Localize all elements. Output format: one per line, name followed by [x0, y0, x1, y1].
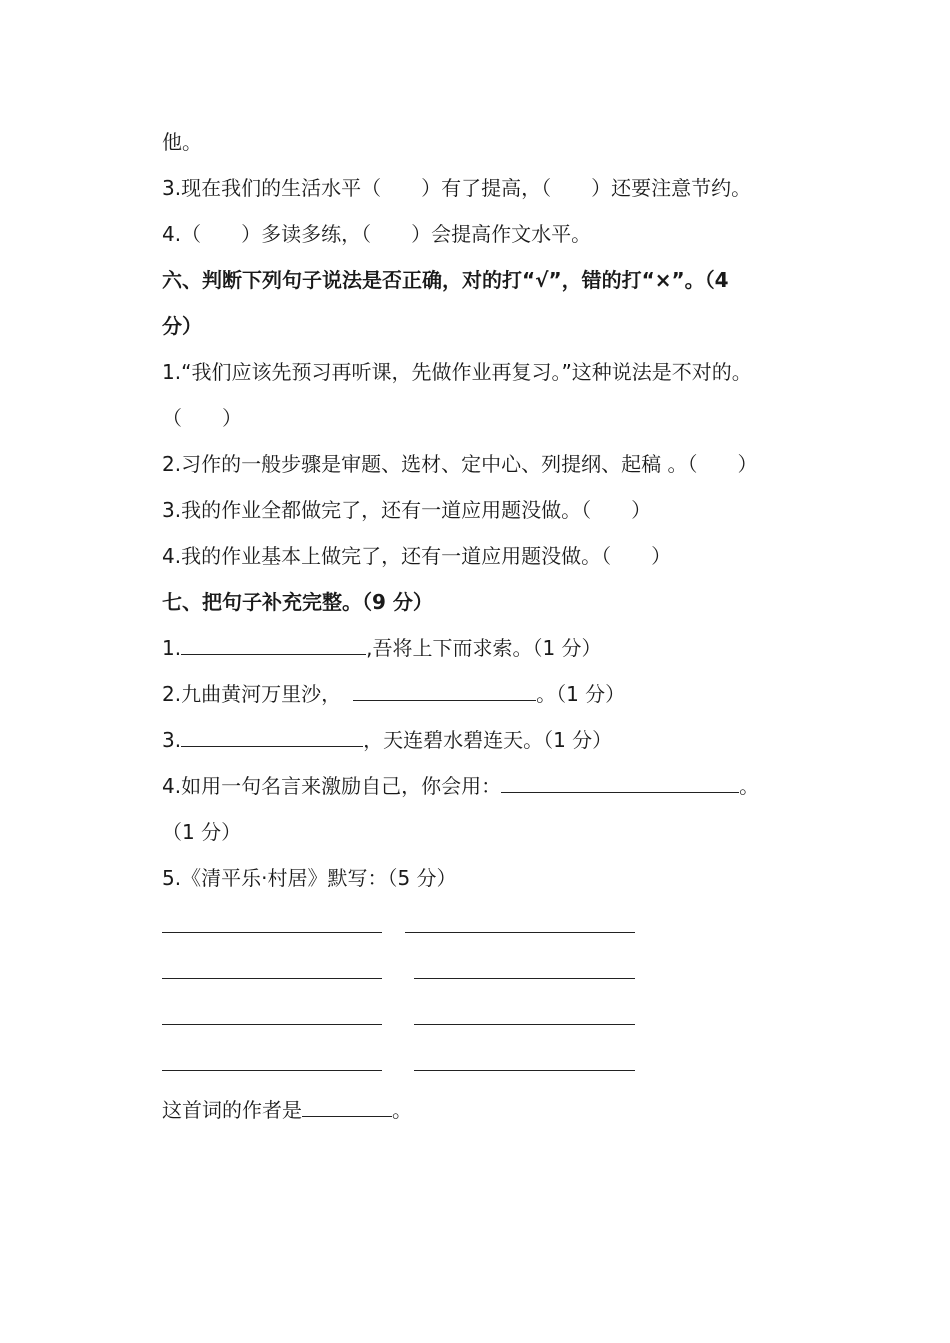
- question-text-end: 。: [739, 774, 760, 798]
- answer-blank[interactable]: [302, 1096, 392, 1117]
- question-7-1: [162, 634, 602, 662]
- author-question: [162, 1096, 412, 1124]
- poem-line-blank[interactable]: [405, 932, 635, 933]
- poem-line-blank[interactable]: [414, 1070, 635, 1071]
- question-6-3: 3.我的作业全都做完了，还有一道应用题没做。（ ）: [162, 498, 652, 522]
- question-text-end: 。（1 分）: [536, 682, 626, 706]
- question-5-3: 3.现在我们的生活水平（ ）有了提高，（ ）还要注意节约。: [162, 176, 752, 200]
- answer-blank[interactable]: [353, 680, 536, 701]
- question-7-2: [162, 680, 625, 708]
- section-6-heading-cont: 分）: [162, 314, 202, 338]
- answer-blank[interactable]: [181, 634, 366, 655]
- question-7-3: [162, 726, 612, 754]
- question-text: 这首词的作者是: [162, 1098, 302, 1122]
- question-text: ,吾将上下而求索。（1 分）: [366, 636, 602, 660]
- question-7-4-score: （1 分）: [162, 820, 242, 844]
- poem-line-blank[interactable]: [414, 978, 635, 979]
- question-text: 2.九曲黄河万里沙，: [162, 682, 342, 706]
- answer-blank[interactable]: [181, 726, 363, 747]
- poem-line-blank[interactable]: [162, 978, 382, 979]
- question-6-1-answer[interactable]: （ ）: [162, 406, 242, 430]
- question-number: 1.: [162, 636, 182, 660]
- question-6-4: 4.我的作业基本上做完了，还有一道应用题没做。（ ）: [162, 544, 672, 568]
- question-6-1: 1.“我们应该先预习再听课，先做作业再复习。”这种说法是不对的。: [162, 360, 752, 384]
- answer-blank[interactable]: [501, 772, 739, 793]
- section-7-heading: 七、把句子补充完整。（9 分）: [162, 590, 433, 614]
- question-number: 3.: [162, 728, 182, 752]
- question-7-4: [162, 772, 759, 800]
- question-text: 4.如用一句名言来激励自己，你会用：: [162, 774, 502, 798]
- poem-line-blank[interactable]: [162, 1024, 382, 1025]
- poem-line-blank[interactable]: [162, 1070, 382, 1071]
- question-text: ，天连碧水碧连天。（1 分）: [363, 728, 613, 752]
- question-text-end: 。: [392, 1098, 412, 1122]
- line-continuation: 他。: [162, 130, 202, 154]
- question-7-5: 5.《清平乐·村居》默写：（5 分）: [162, 866, 457, 890]
- question-5-4: 4.（ ）多读多练，（ ）会提高作文水平。: [162, 222, 592, 246]
- section-6-heading: 六、判断下列句子说法是否正确，对的打“√”，错的打“×”。（4: [162, 268, 729, 292]
- poem-line-blank[interactable]: [162, 932, 382, 933]
- poem-line-blank[interactable]: [414, 1024, 635, 1025]
- question-6-2: 2.习作的一般步骤是审题、选材、定中心、列提纲、起稿 。（ ）: [162, 452, 758, 476]
